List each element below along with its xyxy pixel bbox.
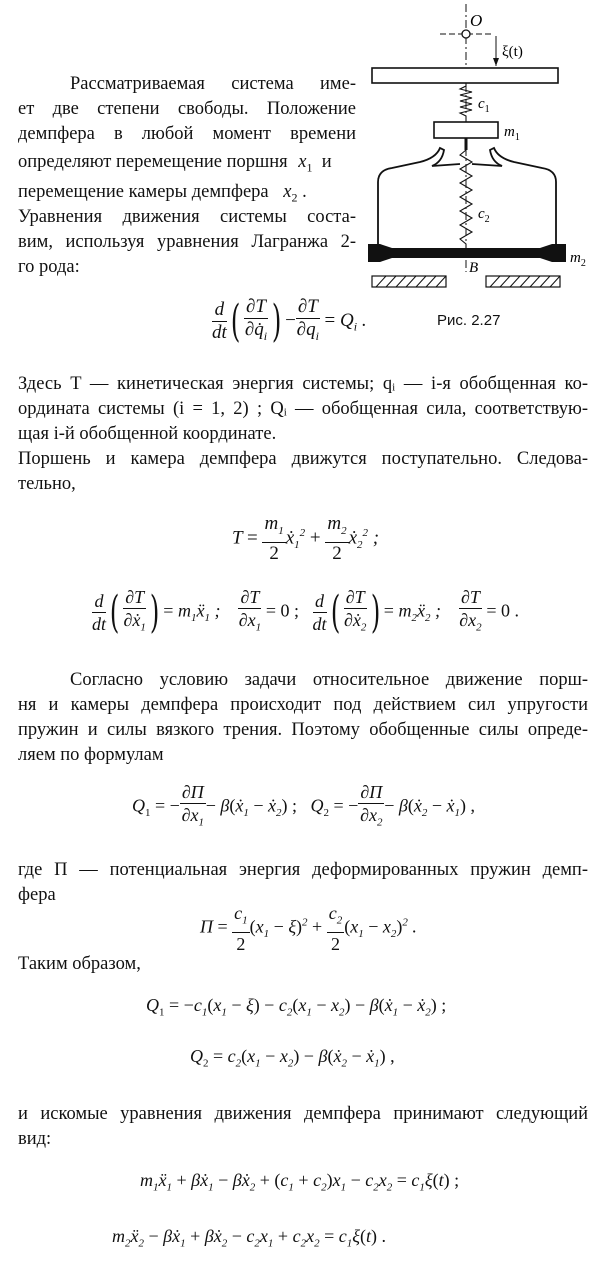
label-m2: $m_2$ <box>570 250 586 269</box>
intro-line-5: перемещение камеры демпфера $x_2$ . <box>18 182 307 205</box>
here-line-3: щая i-й обобщенной координате. <box>18 424 277 444</box>
where-line-1: где П — потенциальная энергия деформированных пружин демп- <box>18 860 588 880</box>
piston-line-2: тельно, <box>18 474 76 494</box>
intro-line-8: го рода: <box>18 257 80 277</box>
intro-line-2: ет две степени свободы. Положение <box>18 99 356 119</box>
equation-motion-1: $m_1ẍ_1$ + βẋ$_1$ − βẋ$_2$ + $(c_1 + c_2)x_1 - c_2x_2 = c_1\xi(t)$ ; <box>140 1170 460 1194</box>
label-c1: $c_1$ <box>478 96 490 115</box>
final-line-2: вид: <box>18 1129 52 1149</box>
condition-line-2: ня и камеры демпфера происходит под действием сил упругости <box>18 695 588 715</box>
intro-line-3: демпфера в любой момент времени <box>18 124 356 144</box>
condition-line-3: пружин и силы вязкого трения. Поэтому обобщенные силы опреде- <box>18 720 588 740</box>
piston-line-1: Поршень и камера демпфера движутся поступательно. Следова- <box>18 449 588 469</box>
damper-figure <box>340 0 600 300</box>
equation-motion-2: $m_2ẍ_2$ − βẋ$_1$ + βẋ$_2$ − $c_2x_1 + c_2x_2 = c_1\xi(t)$ . <box>112 1226 386 1250</box>
intro-line-7: вим, используя уравнения Лагранжа 2- <box>18 232 356 252</box>
equation-Q2: $Q_2 = c_2(x_1 - x_2)$ − β(ẋ$_2$ − ẋ$_1$) , <box>190 1046 395 1070</box>
label-m1: $m_1$ <box>504 124 520 143</box>
here-line-1: Здесь T — кинетическая энергия системы; qᵢ — i-я обобщенная ко- <box>18 374 588 394</box>
thus-line: Таким образом, <box>18 954 141 974</box>
condition-line-1: Согласно условию задачи относительное движение порш- <box>70 670 588 690</box>
here-line-2: ордината системы (i = 1, 2) ; Qᵢ — обобщенная сила, соответствую- <box>18 399 588 419</box>
equation-generalized-forces: $Q_1$ = − $\frac{\partial\Pi}{\partial x_1}$ − β(ẋ$_1$ − ẋ$_2$) ; $Q_2$ = − $\frac{\partial\Pi}{\partial x_2}$ − β(ẋ$_2$ − ẋ$_1$) , <box>132 782 475 829</box>
equation-Q1: $Q_1 = -c_1(x_1 - \xi) - c_2(x_1 - x_2)$ − β(ẋ$_1$ − ẋ$_2$) ; <box>146 995 447 1019</box>
where-line-2: фера <box>18 885 56 905</box>
intro-line-1: Рассматриваемая система име- <box>70 74 356 94</box>
intro-line-6: Уравнения движения системы соста- <box>18 207 356 227</box>
intro-line-4: определяют перемещение поршня $x_1$ и <box>18 152 332 175</box>
equation-kinetic-energy: T = $\frac{m_1}{2}$ ẋ$_1^2$ + $\frac{m_2}{2}$ ẋ$_2^2$ ; <box>232 513 380 564</box>
label-B: B <box>469 260 479 276</box>
condition-line-4: ляем по формулам <box>18 745 164 765</box>
final-line-1: и искомые уравнения движения демпфера принимают следующий <box>18 1104 588 1124</box>
label-O: O <box>470 11 483 30</box>
equation-derivatives: $\frac{d}{dt}$ ( $\frac{\partial T}{\partial ẋ_1}$ ) = $m_1ẍ_1$ ; $\frac{\partial T}{\partial x_1}$ = 0 ; $\frac{d}{dt}$ ( $\frac{\partial T}{\partial ẋ_2}$ ) = $m_2ẍ_2$ ; $\frac{\partial T}{\partial x_2}$ = 0 . <box>92 586 520 638</box>
label-c2: $c_2$ <box>478 206 490 225</box>
equation-lagrange: $\frac{d}{dt}$ ( $\frac{\partial T}{\partial q̇_i}$ ) − $\frac{\partial T}{\partial q_i}$ = $Q_i$ . <box>212 296 367 347</box>
equation-potential-energy: Π = $\frac{c_1}{2}$ $(x_1 - \xi)^2$ + $\frac{c_2}{2}$ $(x_1 - x_2)^2$ . <box>200 903 417 954</box>
figure-caption: Рис. 2.27 <box>437 312 501 329</box>
label-xi: ξ(t) <box>502 44 523 60</box>
